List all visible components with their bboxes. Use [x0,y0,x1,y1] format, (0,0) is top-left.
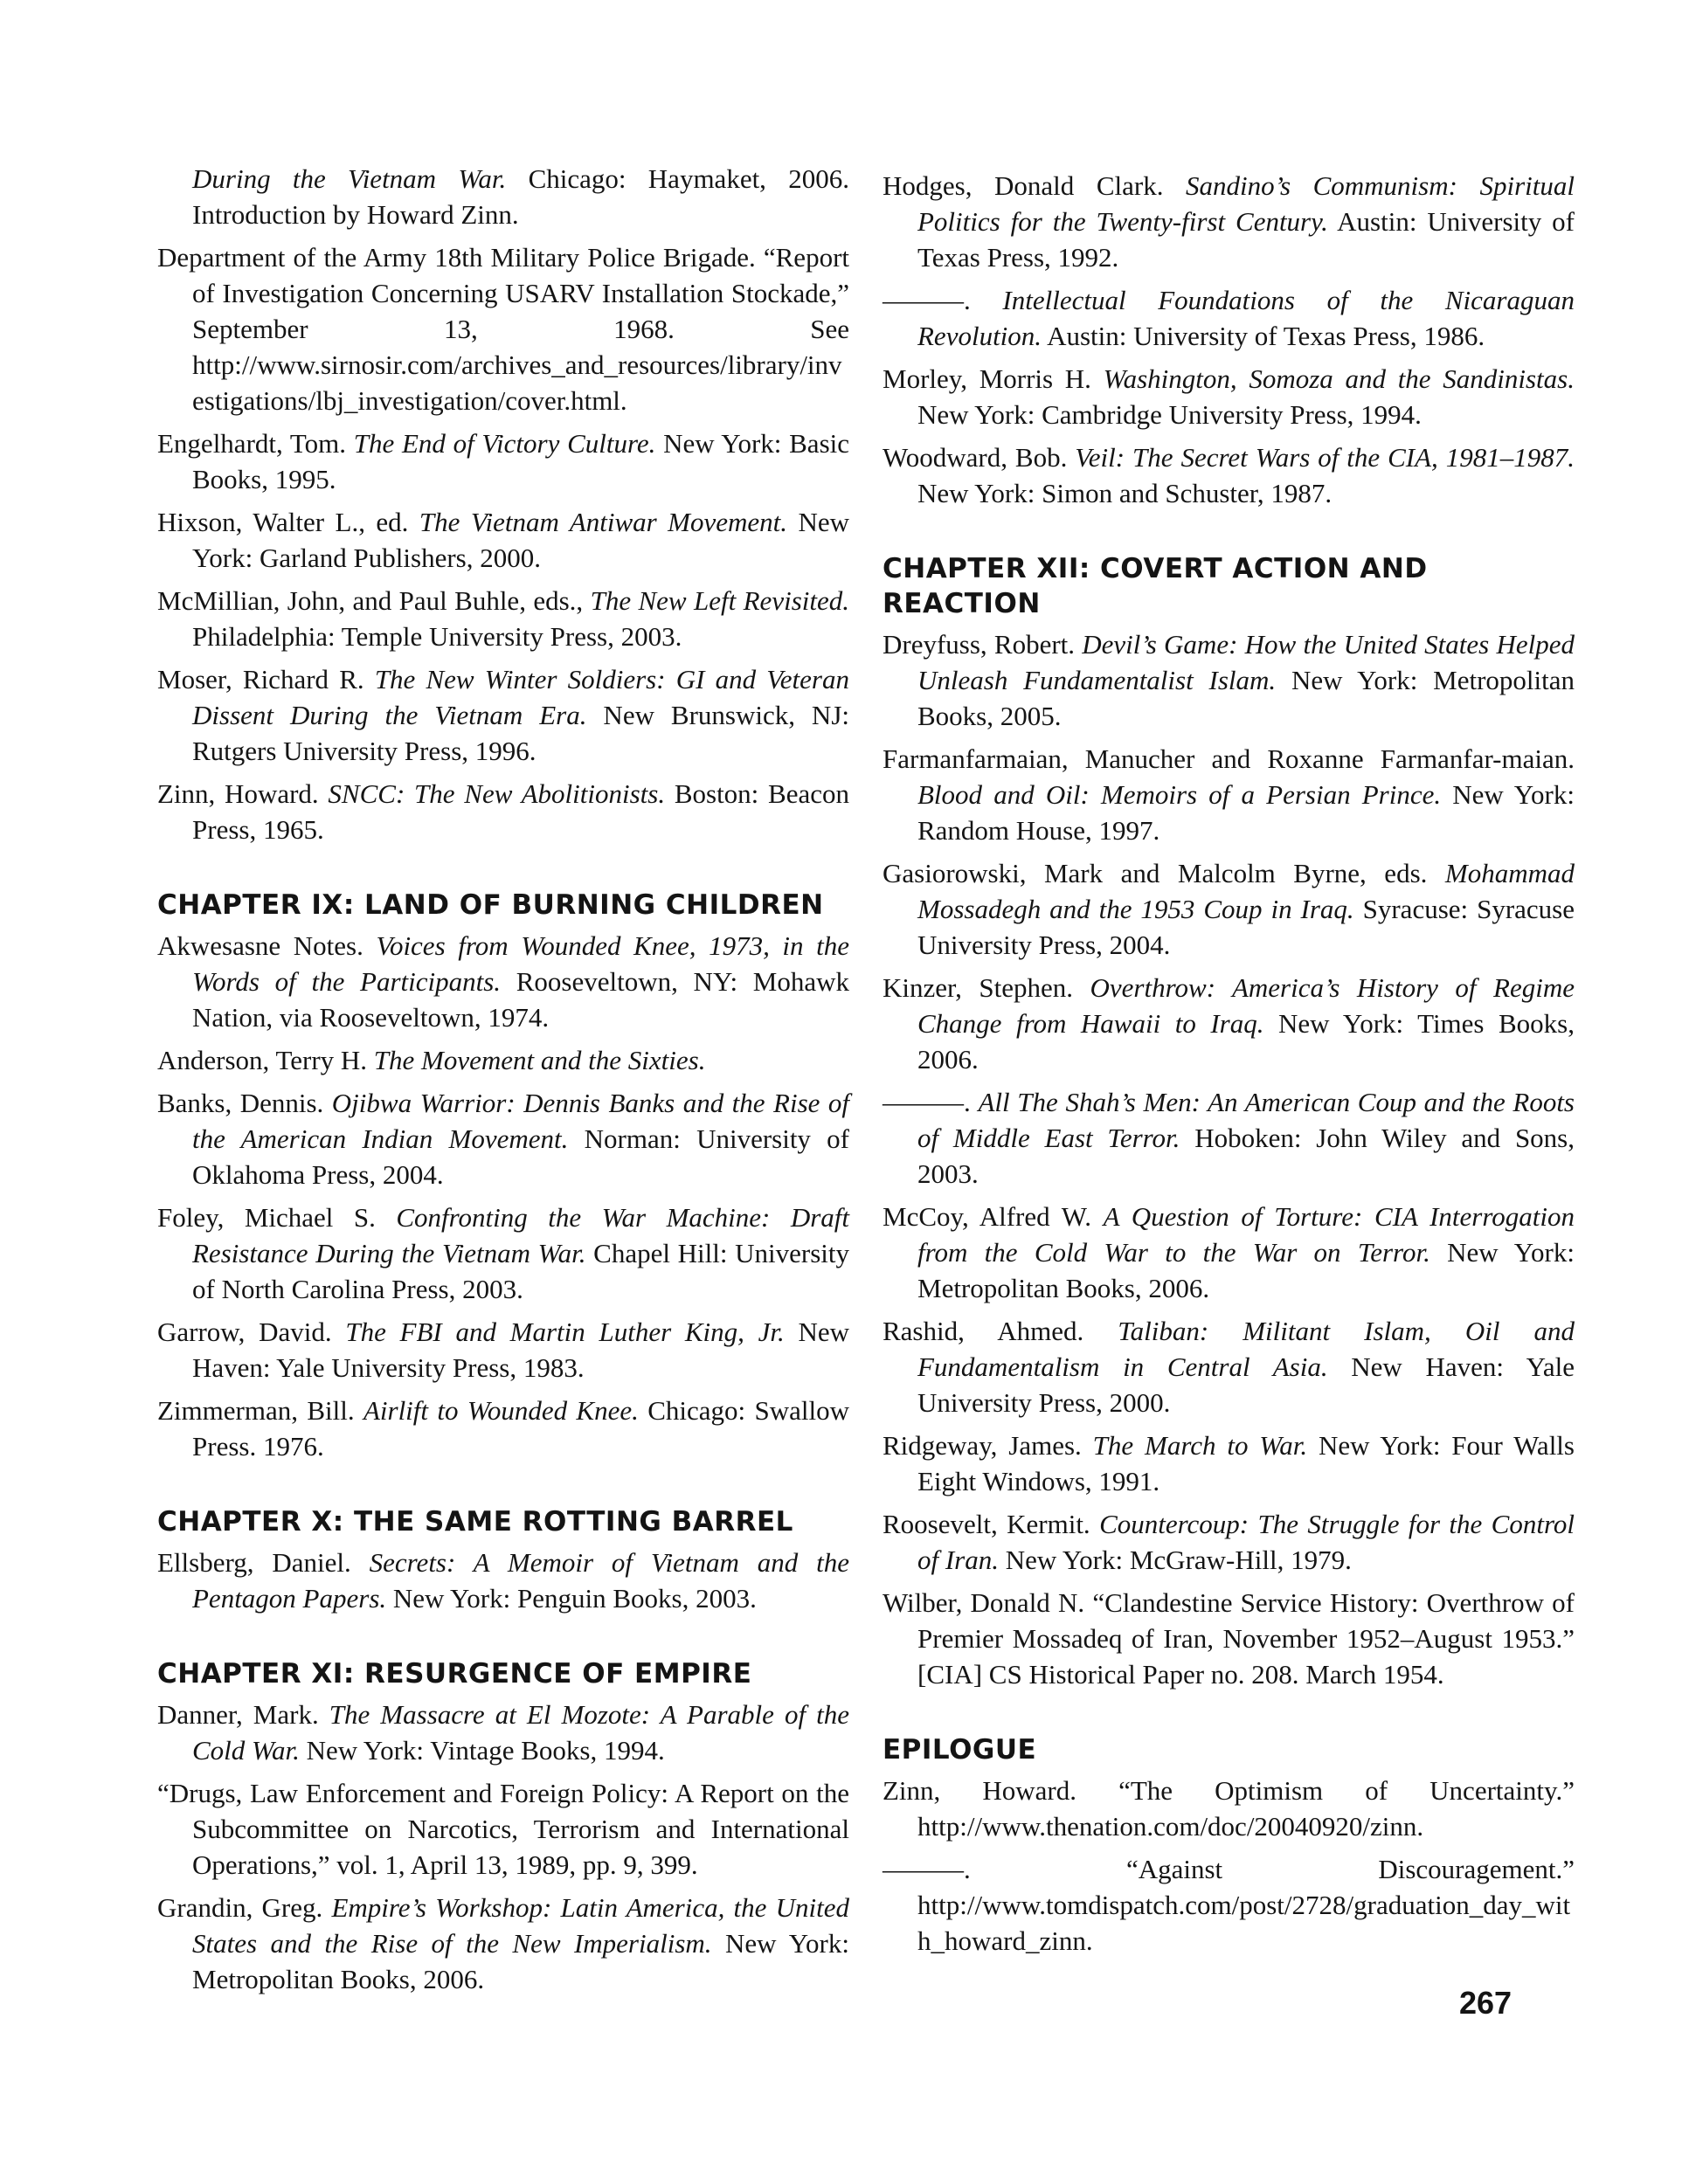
entry-title: The End of Victory Culture. [353,428,656,459]
entry-title: Blood and Oil: Memoirs of a Persian Prince. [917,779,1442,810]
entry-after: New York: Simon and Schuster, 1987. [917,478,1333,508]
entries-before-ch12 [883,168,1575,511]
entry-before: Garrow, David. [157,1317,346,1347]
chapter-xi-entries [157,1697,849,1997]
entry-after: Chicago: Haymaket, 2006. Introduction by Howard Zinn. [192,163,849,230]
entry-title: Intellectual Foundations of the Nicaraguan Revolution. [917,285,1575,351]
entry-after: New York: Random House, 1997. [917,779,1575,846]
entry-after: Rooseveltown, NY: Mohawk Nation, via Rooseveltown, 1974. [192,966,849,1033]
entry-after: New York: Vintage Books, 1994. [299,1735,665,1766]
entry-title: The FBI and Martin Luther King, Jr. [345,1317,785,1347]
chapter-heading-xii: CHAPTER XII: COVERT ACTION AND REACTION [883,553,1428,619]
entry-before: McMillian, John, and Paul Buhle, eds., [157,585,591,616]
entry-title: Taliban: Militant Islam, Oil and Fundamentalism in Central Asia. [917,1316,1575,1382]
chapter-ix-entries [157,928,849,1464]
entry-before: “Drugs, Law Enforcement and Foreign Policy: A Report on the Subcommittee on Narcotics, Terrorism and International Operations,” vol. 1, April 13, 1989, pp. 9, 399. [157,1778,849,1880]
entry-before: Department of the Army 18th Military Police Brigade. “Report of Investigation Concerning USARV Installation Stockade,” September 13, 1968. See http://www.sirnosir.com/archives_and_resources/library/investigations/lbj_investigation/cover.html. [157,242,849,416]
entry-after: New York: Times Books, 2006. [917,1008,1575,1075]
entry-after: Chicago: Swallow Press. 1976. [192,1395,850,1462]
entry-title: The Massacre at El Mozote: A Parable of the Cold War. [192,1699,849,1766]
bibliography-entry [883,1851,1575,1959]
entry-title: During the Vietnam War. [192,163,507,194]
entry-before: Morley, Morris H. [883,363,1104,394]
bibliography-entry [157,776,849,847]
entry-after: New York: Four Walls Eight Windows, 1991. [917,1430,1575,1496]
entry-before: Roosevelt, Kermit. [883,1509,1100,1539]
chapter-x-entries [157,1545,849,1616]
entry-before: Hixson, Walter L., ed. [157,507,419,537]
bibliography-entry [157,583,849,654]
epilogue-heading: EPILOGUE [883,1734,1037,1766]
bibliography-entry [157,661,849,769]
entry-title: Confronting the War Machine: Draft Resistance During the Vietnam War. [192,1202,849,1268]
bibliography-entry [157,425,849,497]
left-column [157,163,850,2004]
entry-before: ———. [883,285,1003,315]
entry-title: The New Left Revisited. [590,585,849,616]
bibliography-entry [883,970,1575,1077]
entry-after: Austin: University of Texas Press, 1992. [917,206,1575,273]
entry-before: ———. “Against Discouragement.” http://www.tomdispatch.com/post/2728/graduation_day_with_howard_zinn. [883,1854,1575,1956]
bibliography-entry [157,928,849,1035]
entry-before: ———. [883,1087,979,1117]
chapter-heading-xi: CHAPTER XI: RESURGENCE OF EMPIRE [157,1658,752,1690]
entry-title: All The Shah’s Men: An American Coup and the Roots of Middle East Terror. [917,1087,1575,1153]
entry-before: Rashid, Ahmed. [883,1316,1118,1346]
chapter-heading-x: CHAPTER X: THE SAME ROTTING BARREL [157,1506,793,1538]
entry-title: The March to War. [1092,1430,1308,1461]
bibliography-entry [883,1199,1575,1306]
chapter-heading-ix: CHAPTER IX: LAND OF BURNING CHILDREN [157,889,824,921]
bibliography-entry [883,1506,1575,1578]
bibliography-entry [157,1697,849,1768]
entry-after: Syracuse: Syracuse University Press, 2004. [917,894,1575,960]
bibliography-entry [157,1199,849,1307]
bibliography-entry [157,1042,849,1078]
entry-title: Ojibwa Warrior: Dennis Banks and the Rise of the American Indian Movement. [192,1088,849,1154]
entry-before: Zinn, Howard. “The Optimism of Uncertainty.” http://www.thenation.com/doc/20040920/zinn. [883,1775,1575,1842]
entry-title: The New Winter Soldiers: GI and Veteran Dissent During the Vietnam Era. [192,664,849,730]
entry-title: A Question of Torture: CIA Interrogation from the Cold War to the War on Terror. [917,1201,1575,1268]
entry-after: New York: Metropolitan Books, 2005. [917,665,1575,731]
bibliography-entry [157,239,849,418]
entry-title: Overthrow: America’s History of Regime Change from Hawaii to Iraq. [917,972,1575,1039]
entry-before: Banks, Dennis. [157,1088,332,1118]
bibliography-entry [157,1890,849,1997]
entry-before: Zimmerman, Bill. [157,1395,363,1426]
entry-before: Akwesasne Notes. [157,930,377,961]
bibliography-entry [883,1585,1575,1692]
entry-title: Devil’s Game: How the United States Helped Unleash Fundamentalist Islam. [917,629,1575,695]
entry-title: The Vietnam Antiwar Movement. [419,507,787,537]
entry-after: Norman: University of Oklahoma Press, 2004. [192,1123,850,1190]
bibliography-entry [883,855,1575,963]
epilogue-entries [883,1773,1575,1959]
entry-after: New Brunswick, NJ: Rutgers University Press, 1996. [192,700,849,766]
entry-title: Mohammad Mossadegh and the 1953 Coup in Iraq. [917,858,1575,924]
bibliography-entry [883,1084,1575,1192]
entry-after: New York: Cambridge University Press, 1994. [917,399,1422,430]
entries-before-ch9 [157,239,849,847]
entry-after: Philadelphia: Temple University Press, 2003. [192,621,682,652]
entry-before: Foley, Michael S. [157,1202,397,1233]
entry-before: Gasiorowski, Mark and Malcolm Byrne, eds. [883,858,1445,888]
entry-after: New York: Metropolitan Books, 2006. [192,1928,849,1994]
entry-before: Wilber, Donald N. “Clandestine Service History: Overthrow of Premier Mossadeq of Iran, November 1952–August 1953.” [CIA] CS Historical Paper no. 208. March 1954. [883,1587,1575,1690]
bibliography-entry [157,504,849,576]
bibliography-entry [883,282,1575,354]
entry-before: Woodward, Bob. [883,442,1076,473]
entry-before: Farmanfarmaian, Manucher and Roxanne Farmanfar-maian. [883,743,1575,774]
entry-before: Anderson, Terry H. [157,1045,374,1075]
entry-after: New Haven: Yale University Press, 1983. [192,1317,849,1383]
entry-before: Engelhardt, Tom. [157,428,354,459]
entry-title: The Movement and the Sixties. [373,1045,706,1075]
continued-entries [157,161,849,232]
entry-before: Ellsberg, Daniel. [157,1547,370,1578]
entry-after: New York: Garland Publishers, 2000. [192,507,849,573]
entry-before: Grandin, Greg. [157,1892,332,1923]
bibliography-entry [157,1545,849,1616]
entry-after: New York: Penguin Books, 2003. [386,1583,757,1614]
entry-title: Countercoup: The Struggle for the Control of Iran. [917,1509,1575,1575]
bibliography-entry [883,626,1575,734]
entry-title: Voices from Wounded Knee, 1973, in the Words of the Participants. [192,930,849,997]
entry-before: Ridgeway, James. [883,1430,1093,1461]
entry-title: Sandino’s Communism: Spiritual Politics for the Twenty-first Century. [917,170,1575,237]
bibliography-entry [883,1773,1575,1844]
bibliography-entry [157,1393,849,1464]
bibliography-entry [883,1427,1575,1499]
entry-before: Danner, Mark. [157,1699,329,1730]
right-column [883,168,1575,1966]
entry-after: Hoboken: John Wiley and Sons, 2003. [917,1123,1575,1189]
entry-title: Empire’s Workshop: Latin America, the United States and the Rise of the New Imperialism. [192,1892,849,1959]
entry-before: Dreyfuss, Robert. [883,629,1083,660]
bibliography-entry [157,1775,849,1883]
chapter-xii-entries [883,626,1575,1692]
entry-title: Airlift to Wounded Knee. [363,1395,639,1426]
page-number: 267 [1459,1985,1512,2021]
bibliography-entry [157,1314,849,1386]
entry-after: Chapel Hill: University of North Carolina Press, 2003. [192,1238,849,1304]
entry-title: SNCC: The New Abolitionists. [328,778,666,809]
bibliography-entry [883,439,1575,511]
entry-before: Kinzer, Stephen. [883,972,1090,1003]
entry-after: New York: McGraw-Hill, 1979. [999,1545,1352,1575]
entry-title: Washington, Somoza and the Sandinistas. [1103,363,1575,394]
entry-after: New York: Basic Books, 1995. [192,428,850,494]
entry-before: Zinn, Howard. [157,778,329,809]
entry-after: Boston: Beacon Press, 1965. [192,778,850,845]
entry-title: Secrets: A Memoir of Vietnam and the Pentagon Papers. [192,1547,849,1614]
entry-after: New York: Metropolitan Books, 2006. [917,1237,1575,1303]
bibliography-entry [157,1085,849,1192]
entry-title: Veil: The Secret Wars of the CIA, 1981–1987. [1075,442,1575,473]
entry-before: Hodges, Donald Clark. [883,170,1187,201]
entry-before: Moser, Richard R. [157,664,375,695]
bibliography-entry [883,1313,1575,1420]
bibliography-entry [157,161,849,232]
entry-after: New Haven: Yale University Press, 2000. [917,1351,1575,1418]
bibliography-entry [883,168,1575,275]
bibliography-entry [883,361,1575,432]
entry-after: Austin: University of Texas Press, 1986. [1042,321,1485,351]
entry-before: McCoy, Alfred W. [883,1201,1104,1232]
bibliography-entry [883,741,1575,848]
